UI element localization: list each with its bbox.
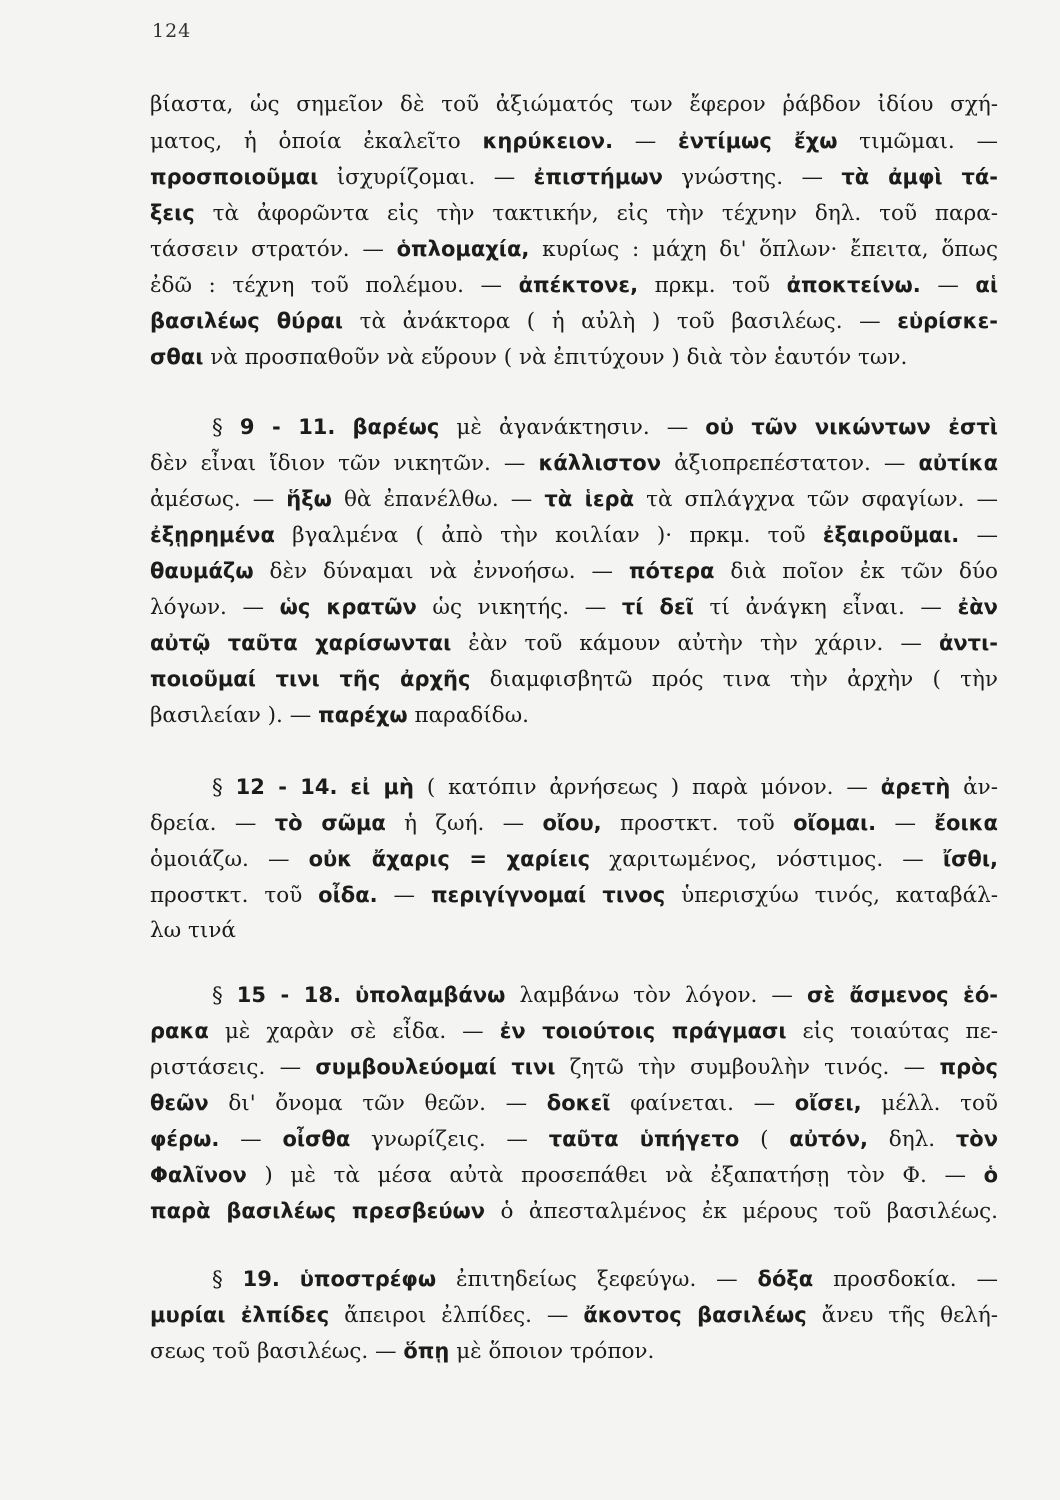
text-line: [150, 1194, 998, 1228]
text-line: [150, 554, 998, 588]
lemma-term: ἥξω: [286, 487, 332, 511]
lemma-term: ταῦτα ὑπήγετο: [548, 1127, 740, 1151]
lemma-term: ἴσθι,: [942, 847, 999, 871]
lemma-term: ἔοικα: [934, 811, 998, 835]
gloss-text: μὲ χαρὰν σὲ εἶδα. —: [208, 1019, 500, 1044]
gloss-text: ὡς νικητής. —: [416, 595, 622, 620]
lemma-term: ρακα: [150, 1019, 209, 1043]
lemma-term: θαυμάζω: [150, 559, 254, 583]
gloss-text: ἐπιτηδείως ξεφεύγω. —: [436, 1267, 758, 1292]
gloss-text: (: [739, 1127, 790, 1152]
lemma-term: βασιλέως θύραι: [150, 309, 343, 333]
lemma-term: ξεις: [150, 201, 195, 225]
text-line: [150, 446, 998, 480]
lemma-term: οἴομαι.: [793, 811, 877, 835]
gloss-text: ἰσχυρίζομαι. —: [318, 165, 534, 190]
lemma-term: ἐντίμως ἔχω: [678, 129, 838, 153]
gloss-text: τί ἀνάγκη εἶναι. —: [693, 595, 958, 620]
lemma-term: ἀποκτείνω.: [786, 273, 921, 297]
lemma-term: ὑπολαμβάνω: [355, 983, 506, 1007]
lemma-term: ἄκοντος βασιλέως: [583, 1303, 807, 1327]
lemma-term: ὑποστρέφω: [299, 1267, 437, 1291]
gloss-text: ἡ ζωή. —: [385, 811, 543, 836]
lemma-term: θεῶν: [150, 1091, 209, 1115]
gloss-text: δι' ὄνομα τῶν θεῶν. —: [208, 1091, 547, 1116]
gloss-text: δηλ.: [868, 1127, 956, 1152]
gloss-text: ) μὲ τὰ μέσα αὐτὰ προσεπάθει νὰ ἐξαπατήσῃ τὸν Φ. —: [246, 1163, 984, 1188]
text-line: [150, 518, 998, 552]
lemma-term: ποιοῦμαί τινι τῆς ἀρχῆς: [150, 667, 471, 691]
gloss-text: γνωρίζεις. —: [350, 1127, 549, 1152]
gloss-text: δρεία. —: [150, 811, 275, 836]
gloss-text: τὰ ἀνάκτορα ( ἡ αὐλὴ ) τοῦ βασιλέως. —: [343, 309, 898, 334]
text-line: [150, 662, 998, 696]
gloss-text: ( κατόπιν ἀρνήσεως ) παρὰ μόνον. —: [413, 775, 881, 800]
gloss-text: ζητῶ τὴν συμβουλὴν τινός. —: [555, 1055, 940, 1080]
gloss-text: βίαστα, ὡς σημεῖον δὲ τοῦ ἀξιώματός των ἔφερον ῥάβδον ἰδίου σχή-: [150, 92, 998, 117]
text-line: [150, 268, 998, 302]
gloss-text: προστκτ. τοῦ: [601, 811, 794, 836]
gloss-text: ἀξιοπρεπέστατον. —: [661, 451, 919, 476]
lemma-term: συμβουλεύομαί τινι: [315, 1055, 556, 1079]
gloss-text: κυρίως : μάχη δι' ὅπλων· ἔπειτα, ὅπως: [529, 237, 998, 262]
text-line: [150, 806, 998, 840]
lemma-term: ἐν τοιούτοις πράγμασι: [499, 1019, 787, 1043]
text-line: [150, 914, 998, 948]
text-line: [150, 842, 998, 876]
gloss-text: τὰ σπλάγχνα τῶν σφαγίων. —: [634, 487, 998, 512]
gloss-text: ὑπερισχύω τινός, καταβάλ-: [665, 883, 999, 908]
gloss-text: [280, 1267, 300, 1292]
lemma-term: ἀρετὴ: [880, 775, 951, 799]
gloss-text: ὁ ἀπεσταλμένος ἐκ μέρους τοῦ βασιλέως.: [485, 1199, 998, 1224]
gloss-text: §: [212, 415, 240, 440]
lemma-term: πρὸς: [939, 1055, 998, 1079]
text-line: [150, 770, 998, 804]
lemma-term: σὲ ἄσμενος ἑό-: [806, 983, 998, 1007]
gloss-text: §: [212, 1267, 243, 1292]
lemma-term: φέρω.: [150, 1127, 220, 1151]
gloss-text: λόγων. —: [150, 595, 280, 620]
text-line: [150, 232, 998, 266]
gloss-text: νὰ προσπαθοῦν νὰ εὕρουν ( νὰ ἐπιτύχουν ) διὰ τὸν ἑαυτόν των.: [203, 345, 908, 370]
text-line: [150, 304, 998, 338]
gloss-text: ριστάσεις. —: [150, 1055, 316, 1080]
gloss-text: §: [212, 983, 237, 1008]
gloss-text: παραδίδω.: [407, 703, 529, 728]
gloss-text: ἐδῶ : τέχνη τοῦ πολέμου. —: [150, 273, 519, 298]
lemma-term: τὸ σῶμα: [274, 811, 386, 835]
gloss-text: βγαλμένα ( ἀπὸ τὴν κοιλίαν )· πρκμ. τοῦ: [274, 523, 823, 548]
text-line: [150, 978, 998, 1012]
text-line: [150, 1158, 998, 1192]
text-line: [150, 482, 998, 516]
gloss-text: —: [219, 1127, 283, 1152]
gloss-text: γνώστης. —: [662, 165, 842, 190]
lemma-term: οἶσθα: [282, 1127, 351, 1151]
gloss-text: ἄνευ τῆς θελή-: [806, 1303, 998, 1328]
text-line: [150, 1262, 998, 1296]
lemma-term: ὅπῃ: [403, 1339, 450, 1363]
gloss-text: ματος, ἡ ὁποία ἐκαλεῖτο: [150, 129, 483, 154]
gloss-text: βασιλείαν ). —: [150, 703, 319, 728]
lemma-term: τί δεῖ: [621, 595, 694, 619]
gloss-text: λω τινά: [150, 918, 236, 943]
gloss-text: ὁμοιάζω. —: [150, 847, 309, 872]
lemma-term: τὸν: [955, 1127, 998, 1151]
lemma-term: παρὰ βασιλέως πρεσβεύων: [150, 1199, 486, 1223]
lemma-term: αὐτῷ ταῦτα χαρίσωνται: [150, 631, 452, 655]
lemma-term: οὐκ ἄχαρις = χαρίεις: [308, 847, 591, 871]
lemma-term: οὐ τῶν νικώντων ἐστὶ: [705, 415, 998, 439]
lemma-term: οἴσει,: [794, 1091, 862, 1115]
gloss-text: προστκτ. τοῦ: [150, 883, 319, 908]
gloss-text: ἄπειροι ἐλπίδες. —: [329, 1303, 584, 1328]
lemma-term: παρέχω: [318, 703, 408, 727]
gloss-text: πρκμ. τοῦ: [638, 273, 787, 298]
gloss-text: διαμφισβητῶ πρός τινα τὴν ἀρχὴν ( τὴν: [470, 667, 998, 692]
gloss-text: —: [377, 883, 431, 908]
text-line: [150, 1334, 998, 1368]
lemma-term: οἴου,: [542, 811, 602, 835]
lemma-term: κάλλιστον: [538, 451, 662, 475]
gloss-text: σεως τοῦ βασιλέως. —: [150, 1339, 404, 1364]
lemma-term: τὰ ἱερὰ: [544, 487, 635, 511]
lemma-term: οἶδα.: [318, 883, 378, 907]
lemma-term: ἐπιστήμων: [533, 165, 663, 189]
lemma-term: αἱ: [975, 273, 999, 297]
gloss-text: φαίνεται. —: [610, 1091, 795, 1116]
lemma-term: εὑρίσκε-: [897, 309, 998, 333]
lemma-term: ἀντι-: [938, 631, 998, 655]
lemma-term: ὁ: [983, 1163, 998, 1187]
gloss-text: ἀν-: [950, 775, 999, 800]
text-line: [150, 410, 998, 444]
lemma-term: σθαι: [150, 345, 204, 369]
text-line: [150, 1050, 998, 1084]
text-line: [150, 1086, 998, 1120]
lemma-term: προσποιοῦμαι: [150, 165, 319, 189]
gloss-text: τὰ ἀφορῶντα εἰς τὴν τακτικήν, εἰς τὴν τέχνην δηλ. τοῦ παρα-: [194, 201, 998, 226]
text-line: [150, 626, 998, 660]
text-line: [150, 1298, 998, 1332]
gloss-text: τάσσειν στρατόν. —: [150, 237, 397, 262]
gloss-text: [337, 775, 350, 800]
gloss-text: εἰς τοιαύτας πε-: [786, 1019, 998, 1044]
text-line: [150, 698, 998, 732]
lemma-term: ὡς κρατῶν: [279, 595, 417, 619]
gloss-text: λαμβάνω τὸν λόγον. —: [505, 983, 807, 1008]
gloss-text: θὰ ἐπανέλθω. —: [331, 487, 545, 512]
gloss-text: μὲ ὅποιον τρόπον.: [449, 1339, 655, 1364]
lemma-term: 9 - 11.: [239, 415, 336, 439]
text-line: [150, 1122, 998, 1156]
gloss-text: δὲν εἶναι ἴδιον τῶν νικητῶν. —: [150, 451, 539, 476]
text-line: [150, 590, 998, 624]
lemma-term: 19.: [242, 1267, 280, 1291]
gloss-text: μέλλ. τοῦ: [861, 1091, 998, 1116]
gloss-text: —: [613, 129, 679, 154]
gloss-text: μὲ ἀγανάκτησιν. —: [439, 415, 706, 440]
lemma-term: ἀπέκτονε,: [518, 273, 639, 297]
text-line: [150, 124, 998, 158]
lemma-term: δοκεῖ: [546, 1091, 611, 1115]
gloss-text: —: [920, 273, 976, 298]
gloss-text: §: [212, 775, 236, 800]
lemma-term: αὐτόν,: [789, 1127, 869, 1151]
lemma-term: ἐξῃρημένα: [150, 523, 275, 547]
lemma-term: Φαλῖνον: [150, 1163, 247, 1187]
gloss-text: ἀμέσως. —: [150, 487, 287, 512]
lemma-term: εἰ μὴ: [350, 775, 414, 799]
gloss-text: [341, 983, 355, 1008]
text-line: [150, 88, 998, 122]
page-number: 124: [152, 20, 192, 42]
lemma-term: δόξα: [757, 1267, 814, 1291]
gloss-text: διὰ ποῖον ἐκ τῶν δύο: [714, 559, 998, 584]
gloss-text: δὲν δύναμαι νὰ ἐννοήσω. —: [253, 559, 629, 584]
lemma-term: περιγίγνομαί τινος: [430, 883, 666, 907]
text-line: [150, 878, 998, 912]
lemma-term: 12 - 14.: [235, 775, 338, 799]
gloss-text: ἐὰν τοῦ κάμουν αὐτὴν τὴν χάριν. —: [451, 631, 939, 656]
lemma-term: πότερα: [628, 559, 715, 583]
gloss-text: —: [959, 523, 998, 548]
lemma-term: κηρύκειον.: [482, 129, 614, 153]
lemma-term: ὁπλομαχία,: [396, 237, 530, 261]
lemma-term: ἐξαιροῦμαι.: [822, 523, 960, 547]
lemma-term: 15 - 18.: [236, 983, 341, 1007]
lemma-term: τὰ ἀμφὶ τά-: [841, 165, 998, 189]
gloss-text: χαριτωμένος, νόστιμος. —: [590, 847, 943, 872]
text-line: [150, 1014, 998, 1048]
lemma-term: βαρέως: [352, 415, 440, 439]
text-line: [150, 340, 998, 374]
lemma-term: ἐὰν: [957, 595, 998, 619]
text-line: [150, 196, 998, 230]
lemma-term: αὐτίκα: [918, 451, 999, 475]
gloss-text: προσδοκία. —: [813, 1267, 998, 1292]
gloss-text: [335, 415, 352, 440]
text-line: [150, 160, 998, 194]
gloss-text: —: [876, 811, 935, 836]
lemma-term: μυρίαι ἐλπίδες: [150, 1303, 330, 1327]
gloss-text: τιμῶμαι. —: [837, 129, 998, 154]
